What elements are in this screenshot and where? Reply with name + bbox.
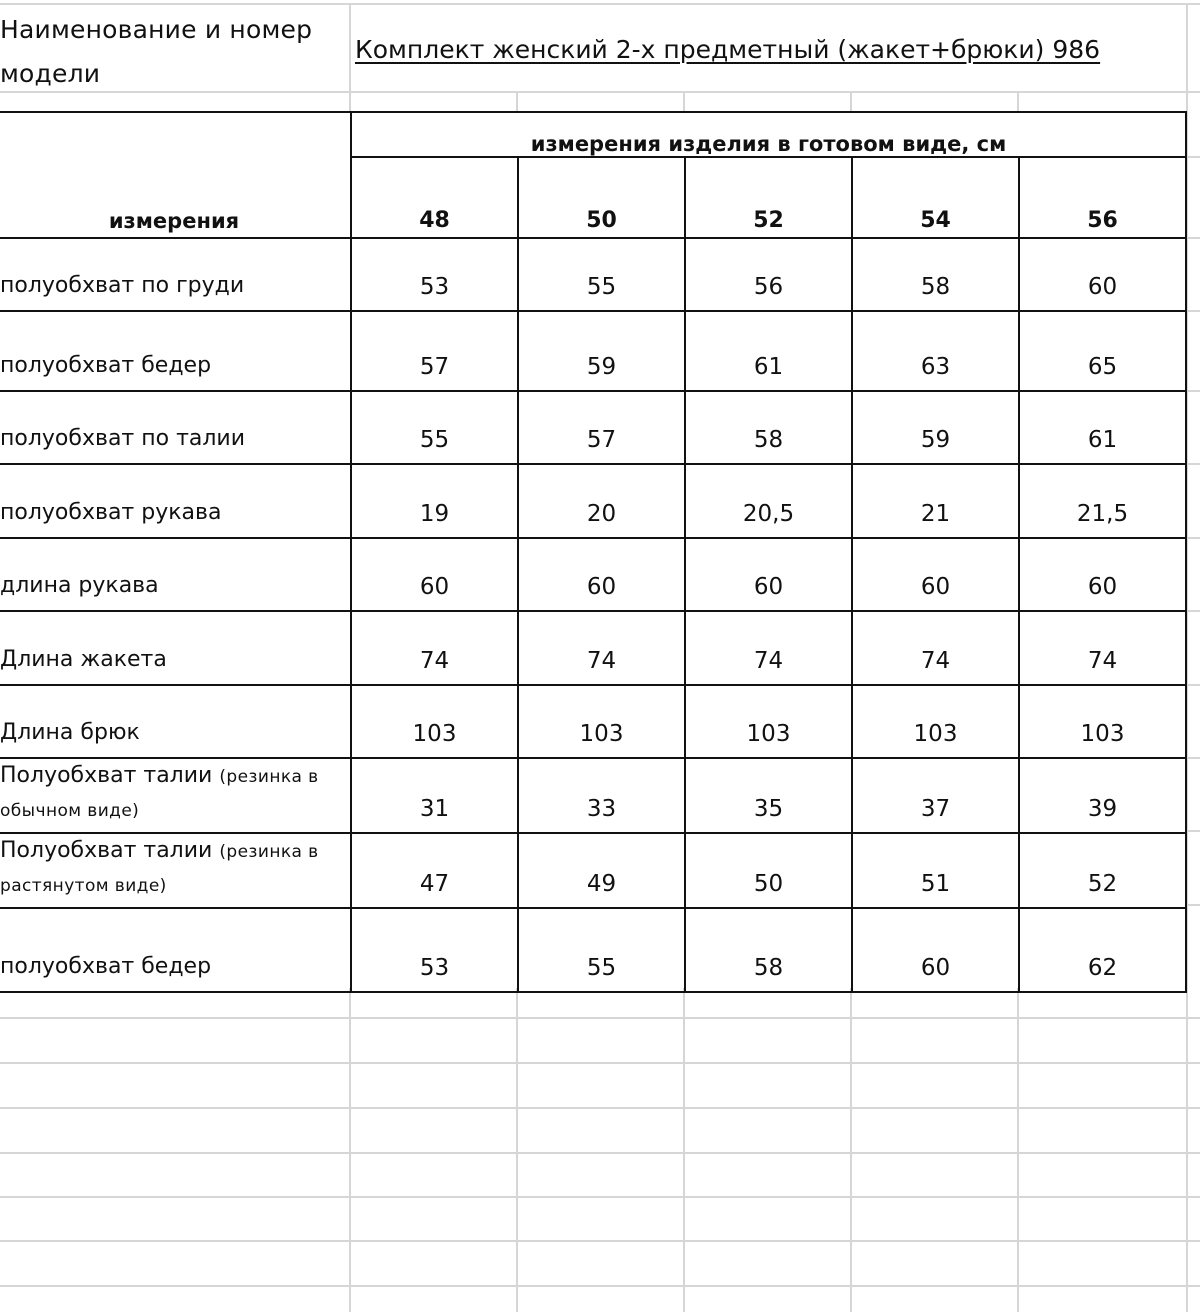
row-label: полуобхват рукава	[0, 500, 222, 525]
row-label: полуобхват по груди	[0, 273, 245, 298]
gridline	[0, 1285, 1200, 1287]
row-label-cell[interactable]	[0, 908, 351, 992]
value: 74	[753, 648, 784, 674]
size-header: 54	[920, 208, 951, 233]
row-label: Полуобхват талии	[0, 838, 213, 863]
value-cell[interactable]	[518, 311, 685, 391]
row-label-cell[interactable]	[0, 391, 351, 464]
size-header-cell[interactable]	[852, 157, 1019, 238]
value: 31	[419, 796, 450, 822]
value: 58	[753, 955, 784, 981]
row-label-cell[interactable]	[0, 538, 351, 611]
value: 37	[920, 796, 951, 822]
row-label-cell[interactable]	[0, 758, 351, 833]
value-cell[interactable]	[685, 538, 852, 611]
row-label-cell[interactable]	[0, 311, 351, 391]
value: 103	[746, 721, 791, 747]
value: 60	[1087, 574, 1118, 600]
gridline	[1017, 988, 1019, 1312]
value: 49	[586, 871, 617, 897]
row-label-cell[interactable]	[0, 611, 351, 685]
value-cell[interactable]	[351, 311, 518, 391]
table-row	[0, 391, 1186, 464]
header-span: измерения изделия в готовом виде, см	[530, 132, 1007, 156]
gridline	[349, 3, 351, 113]
value-cell[interactable]	[1019, 611, 1186, 685]
value: 74	[920, 648, 951, 674]
value-cell[interactable]	[351, 391, 518, 464]
value-cell[interactable]	[518, 391, 685, 464]
row-label: Полуобхват талии	[0, 763, 213, 788]
value-cell[interactable]	[351, 538, 518, 611]
value-cell[interactable]	[852, 238, 1019, 311]
value-cell[interactable]	[852, 833, 1019, 908]
row-label: полуобхват бедер	[0, 954, 212, 979]
value: 55	[586, 274, 617, 300]
value: 47	[419, 871, 450, 897]
value: 33	[586, 796, 617, 822]
gridline	[1186, 390, 1200, 392]
gridline	[1186, 237, 1200, 239]
gridline	[850, 988, 852, 1312]
value: 53	[419, 274, 450, 300]
value: 62	[1087, 955, 1118, 981]
row-note: растянутом виде)	[0, 876, 167, 896]
gridline	[516, 988, 518, 1312]
gridline	[1186, 463, 1200, 465]
value-cell[interactable]	[685, 464, 852, 538]
value-cell[interactable]	[1019, 311, 1186, 391]
gridline	[1186, 830, 1200, 832]
value-cell[interactable]	[351, 464, 518, 538]
value: 59	[586, 354, 617, 380]
value-cell[interactable]	[1019, 391, 1186, 464]
value: 57	[419, 354, 450, 380]
value-cell[interactable]	[1019, 538, 1186, 611]
value-cell[interactable]	[351, 833, 518, 908]
table-row	[0, 464, 1186, 538]
row-label: полуобхват по талии	[0, 426, 246, 451]
value-cell[interactable]	[1019, 685, 1186, 758]
table-row	[0, 311, 1186, 391]
value: 61	[1087, 427, 1118, 453]
model-label-line1: Наименование и номер	[0, 15, 313, 44]
row-label: длина рукава	[0, 573, 159, 598]
value-cell[interactable]	[852, 391, 1019, 464]
value: 58	[753, 427, 784, 453]
table-row	[0, 833, 1186, 908]
gridline	[683, 92, 685, 112]
value-cell[interactable]	[852, 538, 1019, 611]
value: 103	[1080, 721, 1125, 747]
row-note: (резинка в	[219, 842, 319, 862]
value-cell[interactable]	[1019, 464, 1186, 538]
value-cell[interactable]	[685, 391, 852, 464]
value-cell[interactable]	[1019, 908, 1186, 992]
gridline	[1017, 92, 1019, 112]
value: 57	[586, 427, 617, 453]
value: 61	[753, 354, 784, 380]
value-cell[interactable]	[518, 685, 685, 758]
value-cell[interactable]	[685, 238, 852, 311]
value: 53	[419, 955, 450, 981]
value: 21,5	[1076, 501, 1129, 527]
value-cell[interactable]	[518, 833, 685, 908]
table-row	[0, 685, 1186, 758]
table-row	[0, 611, 1186, 685]
header-row-top	[0, 112, 1186, 157]
header-span-cell[interactable]	[351, 112, 1186, 157]
measure-header: измерения	[108, 209, 240, 233]
value-cell[interactable]	[685, 611, 852, 685]
size-header-cell[interactable]	[351, 157, 518, 238]
value-cell[interactable]	[351, 908, 518, 992]
gridline	[1186, 757, 1200, 759]
size-header-cell[interactable]	[685, 157, 852, 238]
measure-header-cell[interactable]	[0, 112, 351, 238]
gridline	[1186, 156, 1200, 158]
value-cell[interactable]	[518, 611, 685, 685]
value: 21	[920, 501, 951, 527]
row-label-cell[interactable]	[0, 685, 351, 758]
value-cell[interactable]	[1019, 833, 1186, 908]
value: 55	[419, 427, 450, 453]
row-label-cell[interactable]	[0, 464, 351, 538]
table-row	[0, 758, 1186, 833]
value: 103	[412, 721, 457, 747]
value: 20	[586, 501, 617, 527]
value: 74	[586, 648, 617, 674]
gridline	[0, 1062, 1200, 1064]
size-header: 52	[753, 208, 784, 233]
value-cell[interactable]	[852, 758, 1019, 833]
gridline	[1186, 904, 1200, 906]
value-cell[interactable]	[518, 538, 685, 611]
row-label-cell[interactable]	[0, 833, 351, 908]
gridline	[1186, 537, 1200, 539]
gridline	[0, 1152, 1200, 1154]
size-header-cell[interactable]	[518, 157, 685, 238]
value: 103	[579, 721, 624, 747]
size-header: 50	[586, 208, 617, 233]
size-header-cell[interactable]	[1019, 157, 1186, 238]
model-label	[0, 8, 345, 96]
value: 56	[753, 274, 784, 300]
gridline	[1186, 610, 1200, 612]
value-cell[interactable]	[685, 833, 852, 908]
gridline	[0, 1107, 1200, 1109]
table-row	[0, 538, 1186, 611]
gridline	[0, 1017, 1200, 1019]
size-header: 56	[1087, 208, 1118, 233]
value-cell[interactable]	[351, 611, 518, 685]
value-cell[interactable]	[685, 685, 852, 758]
size-chart-table	[0, 111, 1187, 993]
row-label: Длина брюк	[0, 720, 140, 745]
gridline	[0, 1240, 1200, 1242]
table-row	[0, 238, 1186, 311]
value: 55	[586, 955, 617, 981]
value-cell[interactable]	[351, 685, 518, 758]
value-cell[interactable]	[852, 908, 1019, 992]
gridline	[0, 1196, 1200, 1198]
value-cell[interactable]	[518, 908, 685, 992]
value: 19	[419, 501, 450, 527]
value-cell[interactable]	[1019, 758, 1186, 833]
gridline	[1186, 310, 1200, 312]
value-cell[interactable]	[685, 311, 852, 391]
value: 63	[920, 354, 951, 380]
value-cell[interactable]	[852, 311, 1019, 391]
value: 60	[920, 955, 951, 981]
row-note: (резинка в	[219, 767, 319, 787]
value: 51	[920, 871, 951, 897]
value-cell[interactable]	[852, 611, 1019, 685]
value-cell[interactable]	[518, 238, 685, 311]
row-note: обычном виде)	[0, 801, 140, 821]
value: 60	[419, 574, 450, 600]
value: 60	[920, 574, 951, 600]
value: 20,5	[742, 501, 795, 527]
value: 35	[753, 796, 784, 822]
value-cell[interactable]	[518, 464, 685, 538]
value-cell[interactable]	[351, 758, 518, 833]
value-cell[interactable]	[852, 464, 1019, 538]
row-label-cell[interactable]	[0, 238, 351, 311]
value-cell[interactable]	[852, 685, 1019, 758]
model-label-line2: модели	[0, 59, 101, 88]
gridline	[0, 3, 1200, 5]
table-row	[0, 908, 1186, 992]
value-cell[interactable]	[351, 238, 518, 311]
value: 59	[920, 427, 951, 453]
value: 60	[586, 574, 617, 600]
value-cell[interactable]	[1019, 238, 1186, 311]
gridline	[516, 92, 518, 112]
gridline	[683, 988, 685, 1312]
row-label: Длина жакета	[0, 647, 167, 672]
gridline	[850, 92, 852, 112]
value: 58	[920, 274, 951, 300]
value: 74	[419, 648, 450, 674]
gridline	[349, 988, 351, 1312]
value: 60	[753, 574, 784, 600]
value: 52	[1087, 871, 1118, 897]
gridline	[1186, 684, 1200, 686]
value: 74	[1087, 648, 1118, 674]
value: 65	[1087, 354, 1118, 380]
size-header: 48	[419, 208, 450, 233]
value: 103	[913, 721, 958, 747]
value-cell[interactable]	[685, 758, 852, 833]
model-name: Комплект женский 2-х предметный (жакет+брюки) 986	[355, 35, 1101, 64]
value: 60	[1087, 274, 1118, 300]
value-cell[interactable]	[685, 908, 852, 992]
value: 50	[753, 871, 784, 897]
value: 39	[1087, 796, 1118, 822]
row-label: полуобхват бедер	[0, 353, 212, 378]
value-cell[interactable]	[518, 758, 685, 833]
